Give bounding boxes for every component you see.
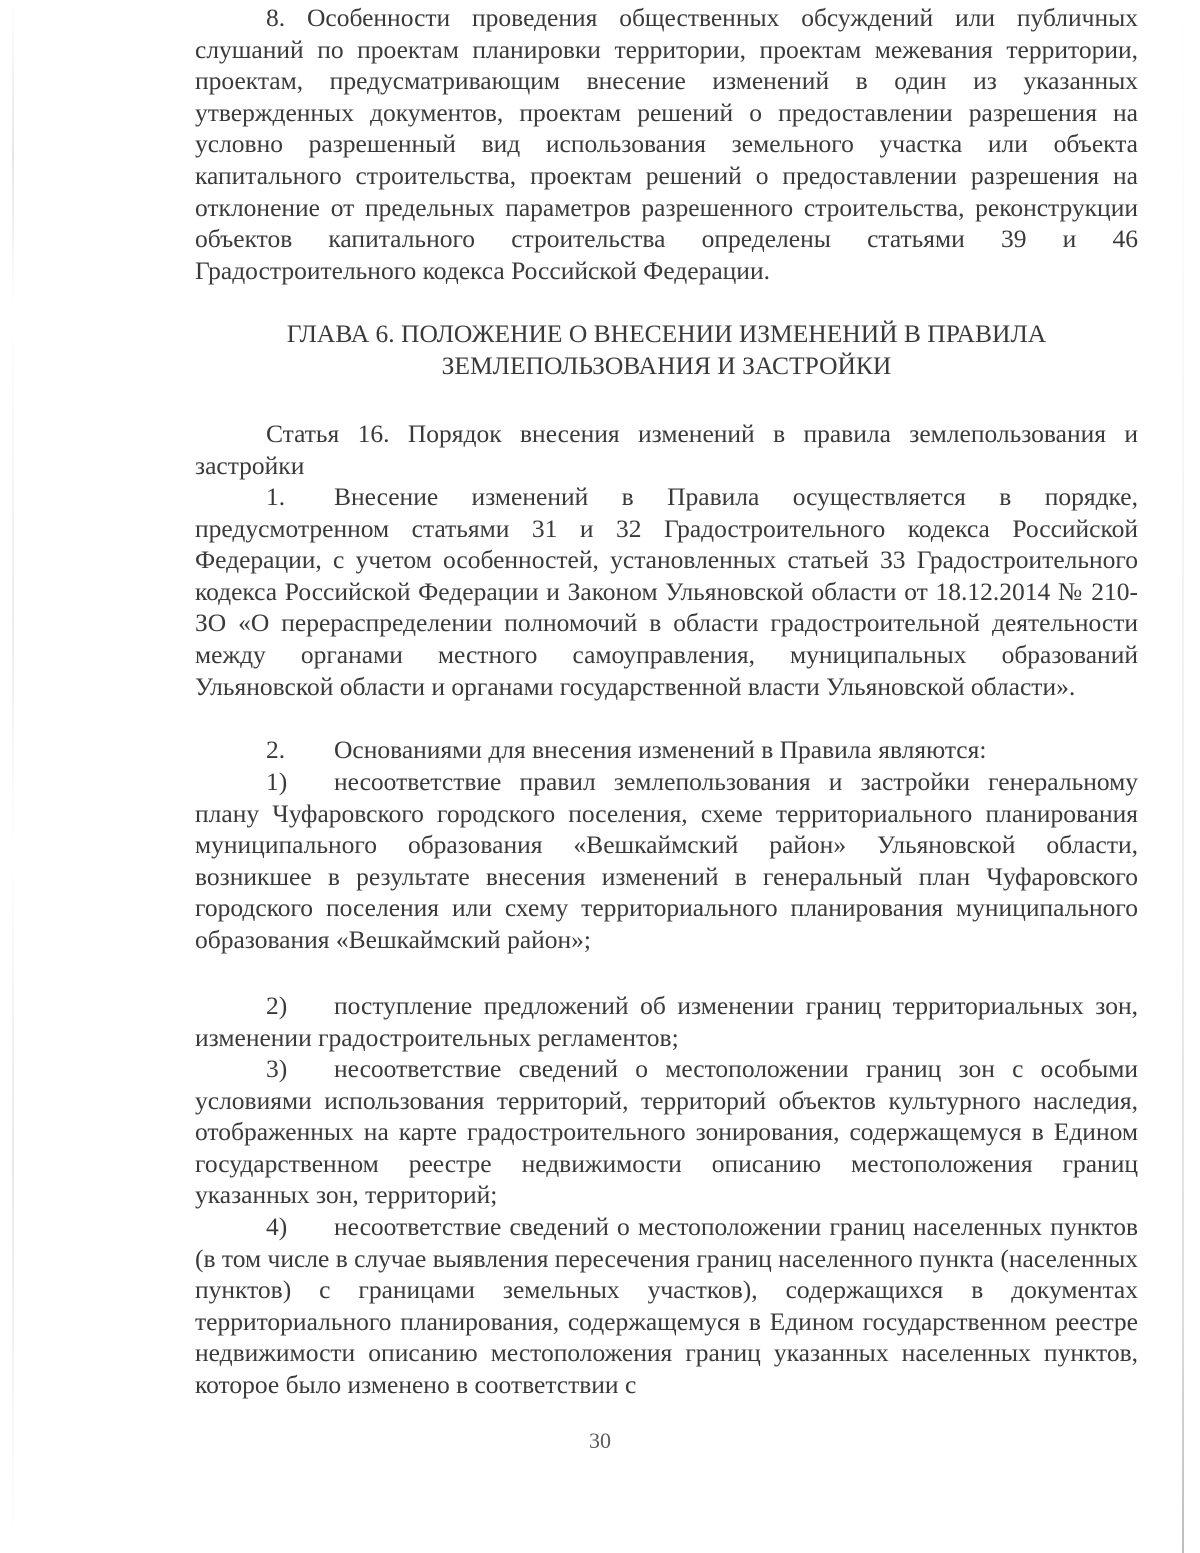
ground-3 xyxy=(195,1053,1138,1211)
ground-2 xyxy=(195,990,1138,1053)
page-number: 30 xyxy=(589,1428,611,1453)
paragraph-2-text: Основаниями для внесения изменений в Правила являются: xyxy=(334,735,987,764)
scan-edge-right xyxy=(1182,0,1184,1553)
paragraph-1-text: Внесение изменений в Правила осуществляется в порядке, предусмотренном статьями 31 и 32 Градостроительного кодекса Российской Федерации, с учетом особенностей, установленных статьей 33 Градостроительного кодекса Российской Федерации и Законом Ульяновской области от 18.12.2014 № 210-ЗО «О перераспределении полномочий в области градостроительной деятельности между органами местного самоуправления, муниципальных образований Ульяновской области и органами государственной власти Ульяновской области». xyxy=(195,482,1138,701)
paragraph-1-number: 1. xyxy=(266,482,286,511)
ground-4-text: несоответствие сведений о местоположении границ населенных пунктов (в том числе в случае выявления пересечения границ населенного пункта (населенных пунктов) с границами земельных участков), содержащихся в документах территориального планирования, содержащемуся в Едином государственном реестре недвижимости описанию местоположения границ указанных населенных пунктов, которое было изменено в соответствии с xyxy=(195,1212,1138,1399)
paragraph-2-number: 2. xyxy=(266,735,286,764)
paragraph-2 xyxy=(195,734,1138,766)
paragraph-1 xyxy=(195,481,1138,702)
chapter-heading-line-2: ЗЕМЛЕПОЛЬЗОВАНИЯ И ЗАСТРОЙКИ xyxy=(441,351,892,380)
ground-2-text: поступление предложений об изменении границ территориальных зон, изменении градостроительных регламентов; xyxy=(195,991,1138,1052)
chapter-heading-line-1: ГЛАВА 6. ПОЛОЖЕНИЕ О ВНЕСЕНИИ ИЗМЕНЕНИЙ В ПРАВИЛА xyxy=(286,319,1047,348)
ground-3-text: несоответствие сведений о местоположении границ зон с особыми условиями использования территорий, территорий объектов культурного наследия, отображенных на карте градостроительного зонирования, содержащемуся в Едином государственном реестре недвижимости описанию местоположения границ указанных зон, территорий; xyxy=(195,1054,1138,1210)
item-8-paragraph: 8. Особенности проведения общественных обсуждений или публичных слушаний по проектам планировки территории, проектам межевания территории, проектам, предусматривающим внесение изменений в один из указанных утвержденных документов, проектам решений о предоставлении разрешения на условно разрешенный вид использования земельного участка или объекта капитального строительства, проектам решений о предоставлении разрешения на отклонение от предельных параметров разрешенного строительства, реконструкции объектов капитального строительства определены статьями 39 и 46 Градостроительного кодекса Российской Федерации. xyxy=(195,3,1138,285)
scan-edge-left xyxy=(12,0,14,1553)
ground-4 xyxy=(195,1211,1138,1401)
ground-1-number: 1) xyxy=(266,767,288,796)
ground-3-number: 3) xyxy=(266,1054,288,1083)
ground-1-text: несоответствие правил землепользования и застройки генеральному плану Чуфаровского городского поселения, схеме территориального планирования муниципального образования «Вешкаймский район» Ульяновской области, возникшее в результате внесения изменений в генеральный план Чуфаровского городского поселения или схему территориального планирования муниципального образования «Вешкаймский район»; xyxy=(195,767,1138,954)
article-title: Статья 16. Порядок внесения изменений в правила землепользования и застройки xyxy=(195,419,1138,480)
ground-2-number: 2) xyxy=(266,991,288,1020)
chapter-heading xyxy=(195,318,1138,382)
ground-4-number: 4) xyxy=(266,1212,288,1241)
ground-1 xyxy=(195,766,1138,956)
